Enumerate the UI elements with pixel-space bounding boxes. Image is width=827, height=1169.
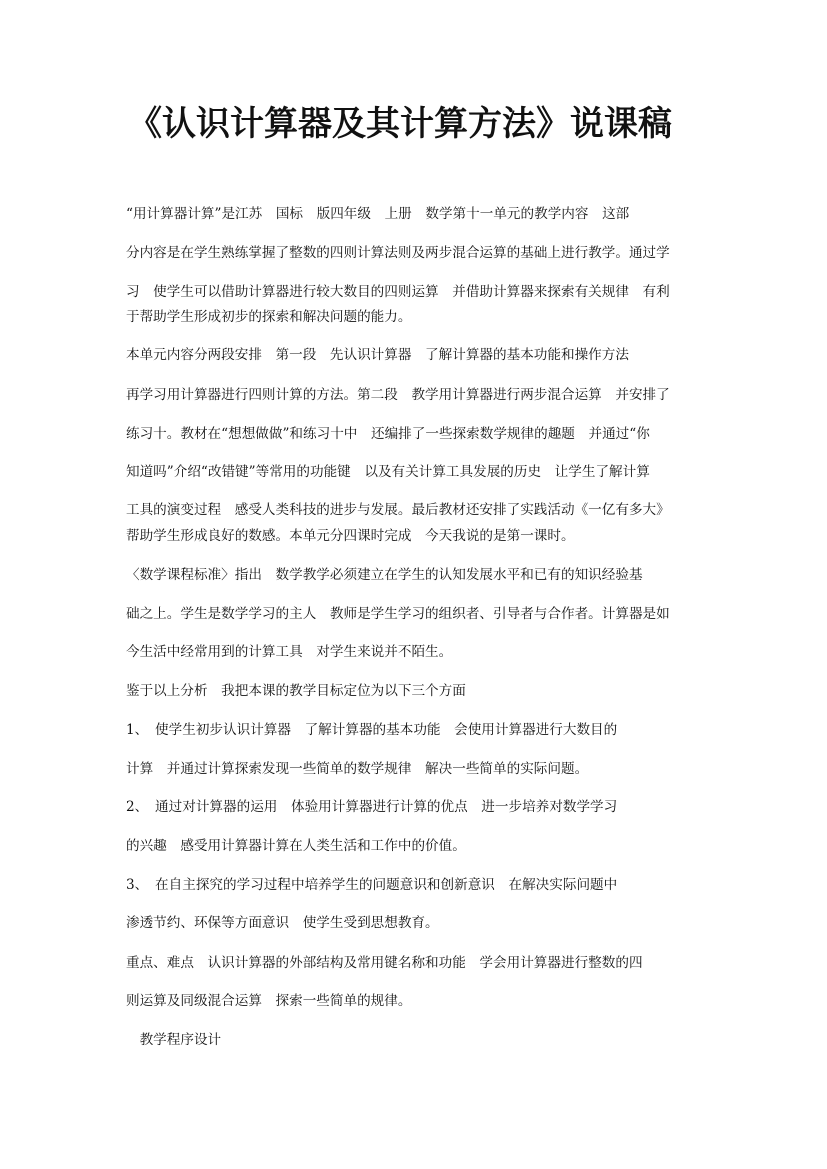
paragraph-line: 帮助学生形成良好的数感。本单元分四课时完成 今天我说的是第一课时。 [126, 528, 575, 544]
paragraph-line: 知道吗”介绍“改错键”等常用的功能键 以及有关计算工具发展的历史 让学生了解计算 [126, 464, 650, 480]
list-item-line: 3、 在自主探究的学习过程中培养学生的问题意识和创新意识 在解决实际问题中 [126, 877, 618, 893]
paragraph-line: 本单元内容分两段安排 第一段 先认识计算器 了解计算器的基本功能和操作方法 [126, 347, 629, 363]
list-item-line: 1、 使学生初步认识计算器 了解计算器的基本功能 会使用计算器进行大数目的 [126, 722, 618, 738]
paragraph-line: 则运算及同级混合运算 探索一些简单的规律。 [126, 993, 412, 1009]
paragraph-line: 再学习用计算器进行四则计算的方法。第二段 教学用计算器进行两步混合运算 并安排了 [126, 387, 670, 403]
list-item-line: 渗透节约、环保等方面意识 使学生受到思想教育。 [126, 915, 439, 931]
paragraph-line: 鉴于以上分析 我把本课的教学目标定位为以下三个方面 [126, 683, 466, 699]
list-item-line: 2、 通过对计算器的运用 体验用计算器进行计算的优点 进一步培养对数学学习 [126, 799, 618, 815]
paragraph-line: “用计算器计算”是江苏 国标 版四年级 上册 数学第十一单元的教学内容 这部 [126, 206, 630, 222]
paragraph-line: 于帮助学生形成初步的探索和解决问题的能力。 [126, 309, 412, 325]
document-title: 《认识计算器及其计算方法》说课稿 [128, 104, 672, 144]
list-item-line: 的兴趣 感受用计算器计算在人类生活和工作中的价值。 [126, 838, 466, 854]
list-item-line: 计算 并通过计算探索发现一些简单的数学规律 解决一些简单的实际问题。 [126, 761, 589, 777]
paragraph-line: 今生活中经常用到的计算工具 对学生来说并不陌生。 [126, 644, 453, 660]
paragraph-line: 重点、难点 认识计算器的外部结构及常用键名称和功能 学会用计算器进行整数的四 [126, 955, 643, 971]
section-heading: 教学程序设计 [126, 1032, 222, 1048]
paragraph-line: 分内容是在学生熟练掌握了整数的四则计算法则及两步混合运算的基础上进行教学。通过学 [126, 245, 670, 261]
paragraph-line: 习 使学生可以借助计算器进行较大数目的四则运算 并借助计算器来探索有关规律 有利 [126, 284, 670, 300]
paragraph-line: 础之上。学生是数学学习的主人 教师是学生学习的组织者、引导者与合作者。计算器是如 [126, 606, 670, 622]
paragraph-line: 〈数学课程标准〉指出 数学教学必须建立在学生的认知发展水平和已有的知识经验基 [126, 567, 643, 583]
paragraph-line: 练习十。教材在“想想做做”和练习十中 还编排了一些探索数学规律的趣题 并通过“你 [126, 426, 650, 442]
paragraph-line: 工具的演变过程 感受人类科技的进步与发展。最后教材还安排了实践活动《一亿有多大》 [126, 502, 670, 518]
